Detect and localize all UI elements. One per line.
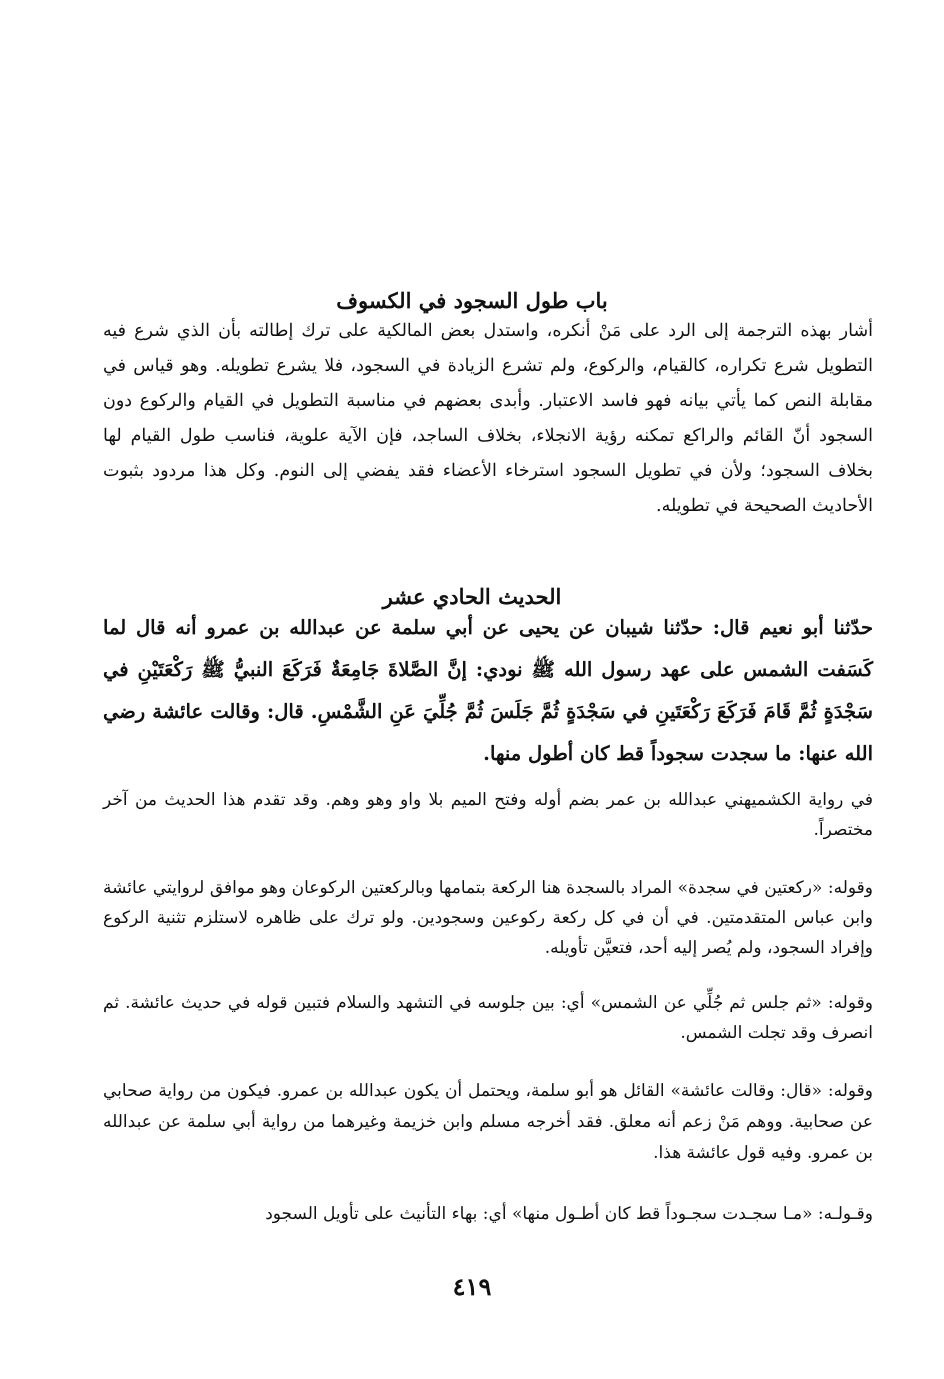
hadith-text: حدّثنا أبو نعيم قال: حدّثنا شيبان عن يحيى عن أبي سلمة عن عبدالله بن عمرو أنه قال لما كَسَفت الشمس على عهد رسول الله ﷺ نودي: إنَّ الصَّلاةَ جَامِعَةٌ فَرَكَعَ النبيُّ ﷺ رَكْعَتَيْنِ في سَجْدَةٍ ثُمَّ قَامَ فَرَكَعَ رَكْعَتَينِ في سَجْدَةٍ ثُمَّ جَلَسَ ثُمَّ جُلِّيَ عَنِ الشَّمْسِ. قال: وقالت عائشة رضي الله عنها: ما سجدت سجوداً قط كان أطول منها.	[103, 616, 873, 765]
commentary-paragraph: وقوله: «قال: وقالت عائشة» القائل هو أبو سلمة، ويحتمل أن يكون عبدالله بن عمرو. فيكون من رواية صحابي عن صحابية. ووهم مَنْ زعم أنه معلق. فقد أخرجه مسلم وابن خزيمة وغيرهما من رواية أبي سلمة عن عبدالله بن عمرو. وفيه قول عائشة هذا.	[103, 1081, 873, 1163]
commentary-paragraph: وقوله: «ثم جلس ثم جُلِّي عن الشمس» أي: بين جلوسه في التشهد والسلام فتبين قوله في حديث عائشة. ثم انصرف وقد تجلت الشمس.	[103, 993, 873, 1043]
commentary-paragraph: في رواية الكشميهني عبدالله بن عمر بضم أوله وفتح الميم بلا واو وهو وهم. وقد تقدم هذا الحديث من آخر مختصراً.	[103, 790, 873, 840]
hadith-heading: الحديث الحادي عشر	[382, 584, 562, 610]
page-number: ٤١٩	[452, 1272, 492, 1301]
commentary-paragraph: وقوله: «ركعتين في سجدة» المراد بالسجدة هنا الركعة بتمامها وبالركعتين الركوعان وهو موافق لروايتي عائشة وابن عباس المتقدمتين. في أن في كل ركعة ركوعين وسجودين. ولو ترك على ظاهره لاستلزم تثنية الركوع وإفراد السجود، ولم يُصر إليه أحد، فتعيَّن تأويله.	[103, 878, 873, 958]
chapter-title: باب طول السجود في الكسوف	[336, 288, 608, 314]
intro-paragraph: أشار بهذه الترجمة إلى الرد على مَنْ أنكره، واستدل بعض المالكية على ترك إطالته بأن الذي شرع فيه التطويل شرع تكراره، كالقيام، والركوع، ولم تشرع الزيادة في السجود، فلا يشرع تطويله. وهو قياس في مقابلة النص كما يأتي بيانه فهو فاسد الاعتبار. وأبدى بعضهم في مناسبة التطويل في القيام والركوع دون السجود أنّ القائم والراكع تمكنه رؤية الانجلاء، بخلاف الساجد، فإن الآية علوية، فناسب طول القيام لها بخلاف السجود؛ ولأن في تطويل السجود استرخاء الأعضاء فقد يفضي إلى النوم. وكل هذا مردود بثبوت الأحاديث الصحيحة في تطويله.	[103, 321, 873, 516]
commentary-paragraph: وقـولـه: «مـا سجـدت سجـوداً قط كان أطـول منها» أي: بهاء التأنيث على تأويل السجود	[265, 1204, 873, 1224]
